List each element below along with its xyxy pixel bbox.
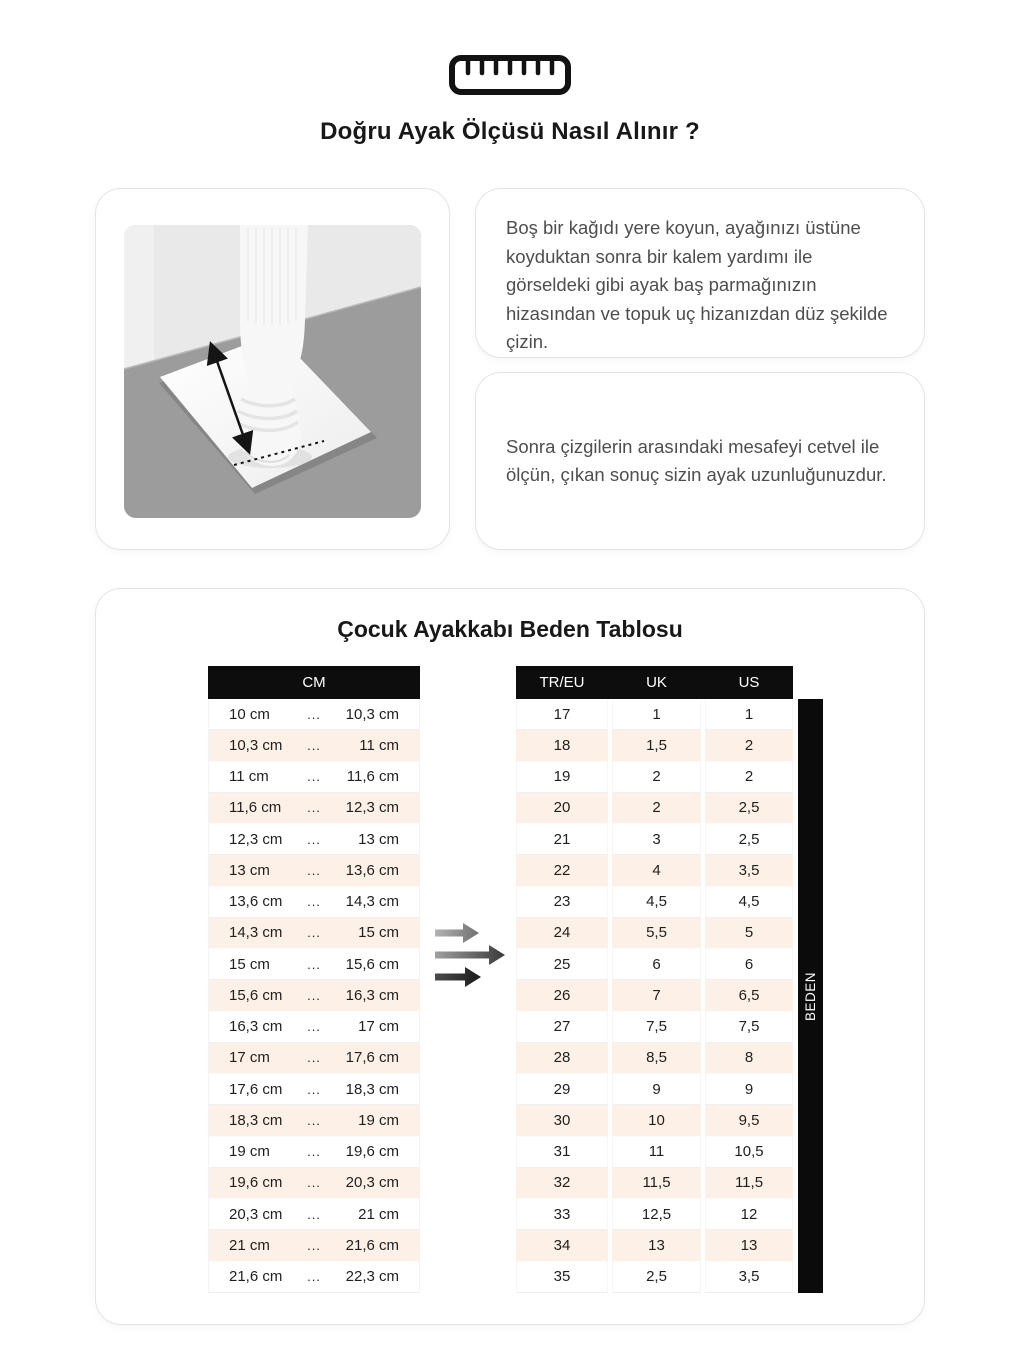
cm-cell: 10,3 cm (345, 705, 399, 723)
size-cell: 11,5 (705, 1168, 793, 1199)
cm-cell: 17,6 cm (345, 1049, 399, 1067)
size-cell: 28 (516, 1043, 608, 1074)
size-cell: 13 (612, 1230, 701, 1261)
photo-card (95, 188, 450, 550)
size-cell: 4 (612, 855, 701, 886)
size-cell: 2 (705, 730, 793, 761)
size-cell: 8 (705, 1043, 793, 1074)
cm-table-row (209, 887, 419, 918)
size-cell: 10 (612, 1105, 701, 1136)
cm-table-row (209, 1199, 419, 1230)
cm-cell: ... (307, 956, 321, 972)
cm-cell: 11 cm (229, 768, 269, 786)
size-table-row (516, 949, 793, 980)
size-cell: 11 (612, 1137, 701, 1168)
transfer-arrows-icon (433, 920, 509, 990)
cm-cell: 13,6 cm (229, 893, 283, 911)
cm-cell: 16,3 cm (229, 1018, 283, 1036)
size-table-row (516, 1074, 793, 1105)
size-cell: 26 (516, 980, 608, 1011)
cm-table-row (209, 1230, 419, 1261)
size-cell: 7 (612, 980, 701, 1011)
size-table-row (516, 1262, 793, 1293)
size-table-header (516, 666, 793, 699)
size-cell: 1,5 (612, 730, 701, 761)
cm-cell: 13 cm (358, 830, 399, 848)
cm-cell: 12,3 cm (345, 799, 399, 817)
cm-cell: 21 cm (358, 1205, 399, 1223)
size-cell: 8,5 (612, 1043, 701, 1074)
cm-table-row (209, 824, 419, 855)
cm-cell: 21,6 cm (229, 1268, 283, 1286)
size-cell: 32 (516, 1168, 608, 1199)
cm-cell: 17 cm (229, 1049, 270, 1067)
size-section-title: Çocuk Ayakkabı Beden Tablosu (337, 616, 683, 642)
size-table-row (516, 1105, 793, 1136)
size-table-row (516, 1137, 793, 1168)
size-table-row (516, 1230, 793, 1261)
size-cell: 25 (516, 949, 608, 980)
size-cell: 35 (516, 1262, 608, 1293)
size-table (516, 666, 793, 1293)
ruler-icon (448, 54, 572, 96)
cm-cell: ... (307, 1144, 321, 1160)
size-cell: 31 (516, 1137, 608, 1168)
cm-cell: ... (307, 769, 321, 785)
size-table-row (516, 1043, 793, 1074)
size-table-row (516, 793, 793, 824)
size-cell: 17 (516, 699, 608, 730)
cm-table-row (209, 730, 419, 761)
size-cell: 3 (612, 824, 701, 855)
cm-cell: 15 cm (229, 955, 270, 973)
size-cell: 9 (612, 1074, 701, 1105)
instruction-card-1 (475, 188, 925, 358)
size-table-row (516, 855, 793, 886)
cm-table-row (209, 1137, 419, 1168)
cm-table-header: CM (208, 666, 420, 699)
size-table-card (95, 588, 925, 1325)
cm-cell: 19,6 cm (345, 1143, 399, 1161)
size-table-row (516, 1012, 793, 1043)
size-cell: 6,5 (705, 980, 793, 1011)
size-table-row (516, 887, 793, 918)
size-cell: 6 (705, 949, 793, 980)
size-table-body (516, 699, 793, 1293)
cm-cell: ... (307, 831, 321, 847)
size-cell: 23 (516, 887, 608, 918)
cm-cell: ... (307, 925, 321, 941)
cm-cell: ... (307, 1269, 321, 1285)
size-cell: 4,5 (705, 887, 793, 918)
size-cell: 22 (516, 855, 608, 886)
size-table-row (516, 762, 793, 793)
page-title: Doğru Ayak Ölçüsü Nasıl Alınır ? (320, 118, 700, 145)
size-cell: 10,5 (705, 1137, 793, 1168)
cm-cell: 12,3 cm (229, 830, 283, 848)
cm-cell: 18,3 cm (229, 1111, 283, 1129)
size-cell: 19 (516, 762, 608, 793)
cm-table-row (209, 980, 419, 1011)
cm-cell: 22,3 cm (345, 1268, 399, 1286)
cm-cell: 19 cm (358, 1111, 399, 1129)
size-table-header-uk: UK (646, 674, 667, 691)
beden-label: BEDEN (803, 971, 819, 1021)
cm-cell: ... (307, 1206, 321, 1222)
size-cell: 9 (705, 1074, 793, 1105)
cm-cell: 20,3 cm (229, 1205, 283, 1223)
size-cell: 9,5 (705, 1105, 793, 1136)
cm-cell: ... (307, 737, 321, 753)
cm-cell: 15,6 cm (229, 986, 283, 1004)
size-cell: 12,5 (612, 1199, 701, 1230)
size-cell: 5 (705, 918, 793, 949)
cm-cell: ... (307, 706, 321, 722)
cm-cell: 13 cm (229, 861, 270, 879)
size-cell: 34 (516, 1230, 608, 1261)
cm-table-row (209, 1012, 419, 1043)
instruction-text-1: Boş bir kağıdı yere koyun, ayağınızı üstüne koyduktan sonra bir kalem yardımı ile görseldeki gibi ayak baş parmağınızın hizasından ve topuk uç hizanızdan düz şekilde çizin. (506, 217, 888, 352)
page-header (0, 0, 1020, 146)
cm-table-row (209, 699, 419, 730)
cm-cell: 21 cm (229, 1236, 270, 1254)
size-cell: 12 (705, 1199, 793, 1230)
cm-cell: ... (307, 1019, 321, 1035)
cm-cell: 19,6 cm (229, 1174, 283, 1192)
cm-cell: 17,6 cm (229, 1080, 283, 1098)
instructions-column (475, 188, 925, 550)
cm-table-row (209, 1043, 419, 1074)
size-cell: 21 (516, 824, 608, 855)
howto-section (95, 188, 925, 550)
cm-table-row (209, 793, 419, 824)
cm-cell: 10 cm (229, 705, 270, 723)
cm-cell: 18,3 cm (345, 1080, 399, 1098)
cm-cell: ... (307, 1175, 321, 1191)
cm-cell: 11 cm (359, 736, 399, 754)
size-table-row (516, 824, 793, 855)
size-cell: 30 (516, 1105, 608, 1136)
size-cell: 7,5 (612, 1012, 701, 1043)
cm-table-row (209, 918, 419, 949)
size-cell: 11,5 (612, 1168, 701, 1199)
cm-table-row (209, 1262, 419, 1293)
instruction-card-2 (475, 372, 925, 550)
size-table-header-treu: TR/EU (539, 674, 585, 691)
cm-cell: 14,3 cm (229, 924, 283, 942)
cm-table-row (209, 949, 419, 980)
size-cell: 3,5 (705, 855, 793, 886)
size-table-header-us: US (738, 674, 760, 691)
cm-cell: 14,3 cm (345, 893, 399, 911)
cm-table-row (209, 1105, 419, 1136)
size-cell: 2,5 (705, 824, 793, 855)
cm-cell: ... (307, 862, 321, 878)
size-cell: 1 (705, 699, 793, 730)
cm-cell: ... (307, 1112, 321, 1128)
size-cell: 24 (516, 918, 608, 949)
size-cell: 13 (705, 1230, 793, 1261)
cm-cell: 10,3 cm (229, 736, 283, 754)
size-table-row (516, 730, 793, 761)
size-cell: 2,5 (612, 1262, 701, 1293)
cm-table-row (209, 855, 419, 886)
size-cell: 27 (516, 1012, 608, 1043)
cm-cell: 17 cm (358, 1018, 399, 1036)
size-cell: 6 (612, 949, 701, 980)
cm-cell: ... (307, 894, 321, 910)
cm-cell: ... (307, 1081, 321, 1097)
cm-cell: 20,3 cm (345, 1174, 399, 1192)
size-cell: 2 (705, 762, 793, 793)
size-cell: 3,5 (705, 1262, 793, 1293)
cm-cell: ... (307, 987, 321, 1003)
size-cell: 2,5 (705, 793, 793, 824)
cm-cell: 16,3 cm (345, 986, 399, 1004)
cm-cell: 13,6 cm (345, 861, 399, 879)
size-cell: 4,5 (612, 887, 701, 918)
size-cell: 2 (612, 762, 701, 793)
cm-cell: ... (307, 800, 321, 816)
size-cell: 1 (612, 699, 701, 730)
cm-cell: 11,6 cm (346, 768, 399, 786)
size-table-row (516, 1199, 793, 1230)
cm-cell: 11,6 cm (229, 799, 282, 817)
size-cell: 33 (516, 1199, 608, 1230)
cm-cell: 19 cm (229, 1143, 270, 1161)
size-table-row (516, 1168, 793, 1199)
cm-cell: 15,6 cm (345, 955, 399, 973)
cm-cell: 21,6 cm (345, 1236, 399, 1254)
cm-table (208, 666, 420, 1293)
cm-cell: ... (307, 1050, 321, 1066)
size-cell: 18 (516, 730, 608, 761)
size-table-row (516, 699, 793, 730)
cm-table-body (208, 699, 420, 1293)
cm-table-row (209, 762, 419, 793)
size-cell: 20 (516, 793, 608, 824)
cm-cell: ... (307, 1237, 321, 1253)
size-cell: 2 (612, 793, 701, 824)
size-cell: 5,5 (612, 918, 701, 949)
instruction-text-2: Sonra çizgilerin arasındaki mesafeyi cetvel ile ölçün, çıkan sonuç sizin ayak uzunluğunuzdur. (506, 435, 887, 485)
cm-table-row (209, 1074, 419, 1105)
beden-sidebar (798, 699, 823, 1293)
size-table-row (516, 980, 793, 1011)
size-table-row (516, 918, 793, 949)
cm-cell: 15 cm (358, 924, 399, 942)
size-cell: 7,5 (705, 1012, 793, 1043)
cm-table-row (209, 1168, 419, 1199)
foot-measure-photo (124, 225, 421, 518)
size-cell: 29 (516, 1074, 608, 1105)
